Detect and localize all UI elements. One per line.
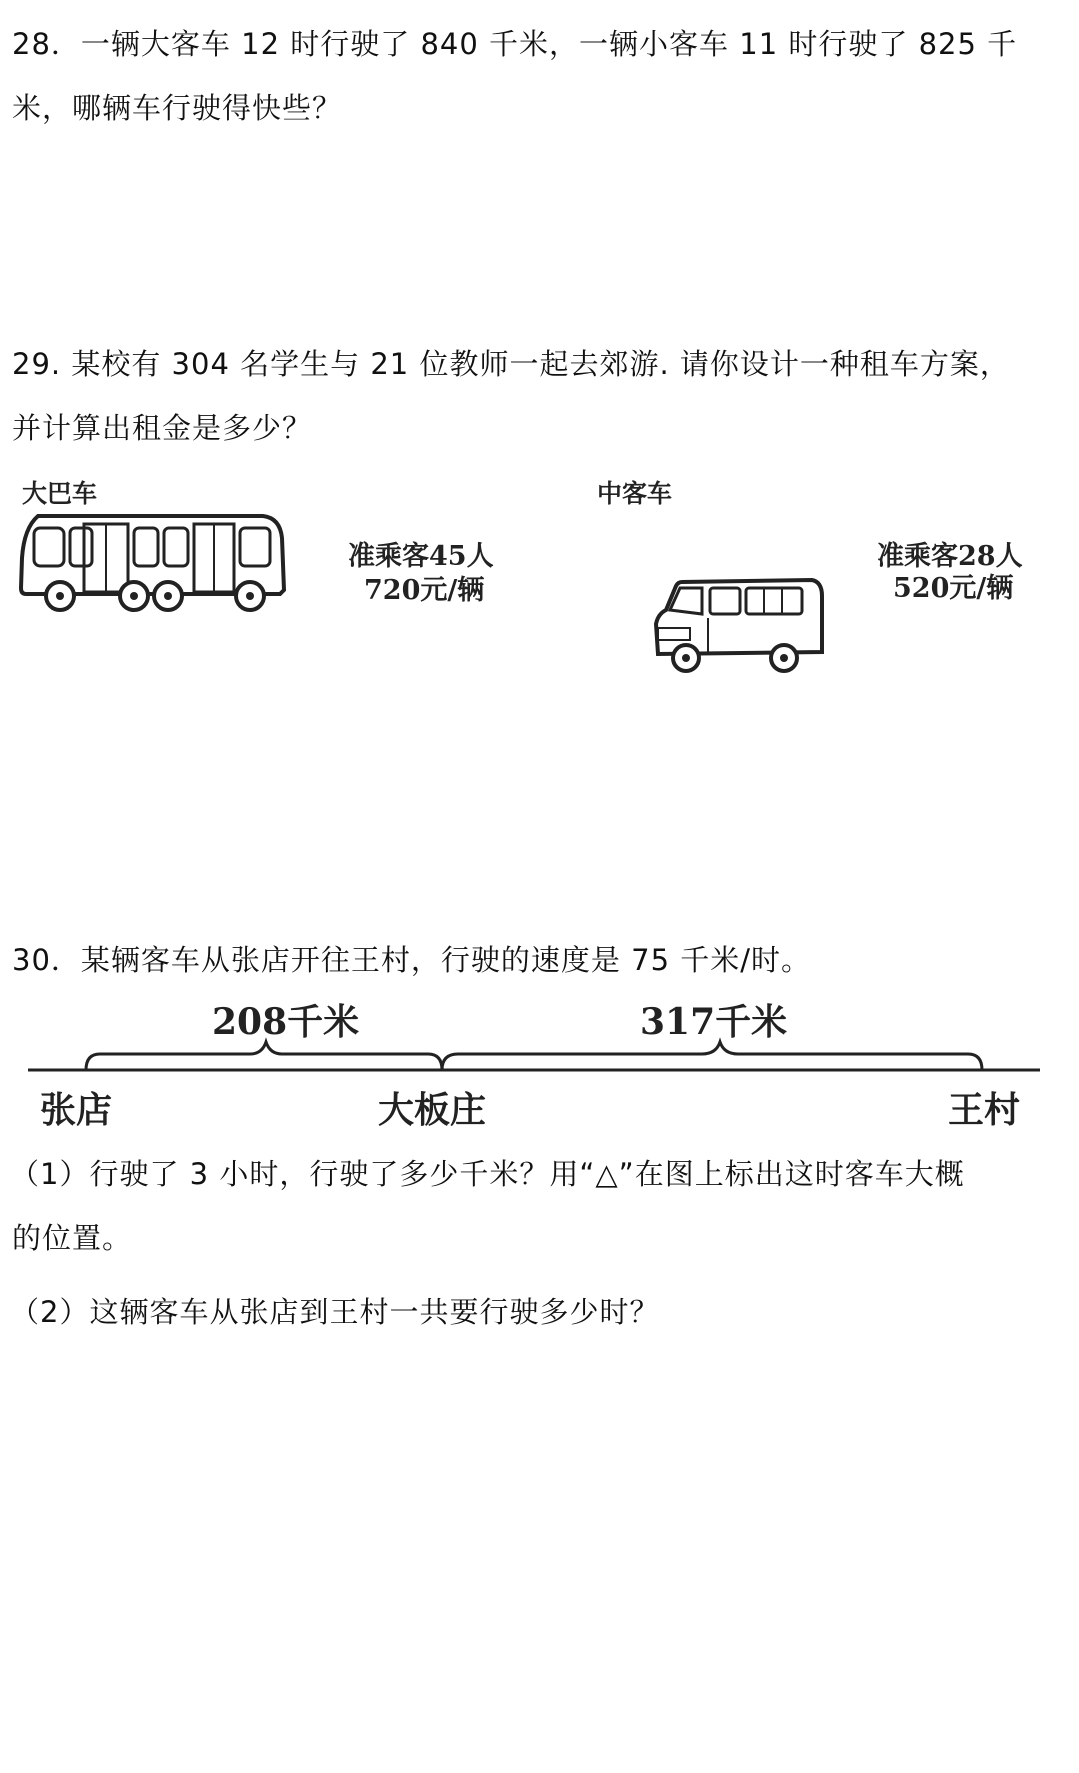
q30-sub2: （2）这辆客车从张店到王村一共要行驶多少时？ <box>10 1295 660 1329</box>
minibus-icon <box>652 574 827 679</box>
q30-sub1-line-1: （1）行驶了 3 小时，行驶了多少千米？用“△”在图上标出这时客车大概 <box>10 1157 965 1191</box>
route-line-diagram <box>0 1040 1079 1080</box>
minibus-price: 520元/辆 <box>893 573 1014 604</box>
station-zhangdian: 张店 <box>40 1089 113 1131</box>
bus-icon <box>18 508 288 616</box>
bus-capacity: 准乘客45人 <box>348 541 494 572</box>
bus-price: 720元/辆 <box>364 575 485 606</box>
q28-line-1: 28．一辆大客车 12 时行驶了 840 千米，一辆小客车 11 时行驶了 825 千 <box>12 27 1018 61</box>
station-dabanzhuang: 大板庄 <box>378 1089 487 1131</box>
minibus-name: 中客车 <box>597 479 673 508</box>
station-wangcun: 王村 <box>948 1089 1021 1131</box>
q30-sub1-line-2: 的位置。 <box>12 1221 133 1255</box>
q29-line-2: 并计算出租金是多少？ <box>12 411 313 445</box>
segment-label-1: 208千米 <box>212 1001 360 1043</box>
q28-line-2: 米，哪辆车行驶得快些？ <box>12 91 343 125</box>
minibus-capacity: 准乘客28人 <box>877 541 1023 572</box>
q29-line-1: 29. 某校有 304 名学生与 21 位教师一起去郊游. 请你设计一种租车方案， <box>12 347 1010 381</box>
q30-line-1: 30．某辆客车从张店开往王村，行驶的速度是 75 千米/时。 <box>12 943 812 977</box>
segment-label-2: 317千米 <box>640 1001 788 1043</box>
bus-name: 大巴车 <box>22 479 98 508</box>
